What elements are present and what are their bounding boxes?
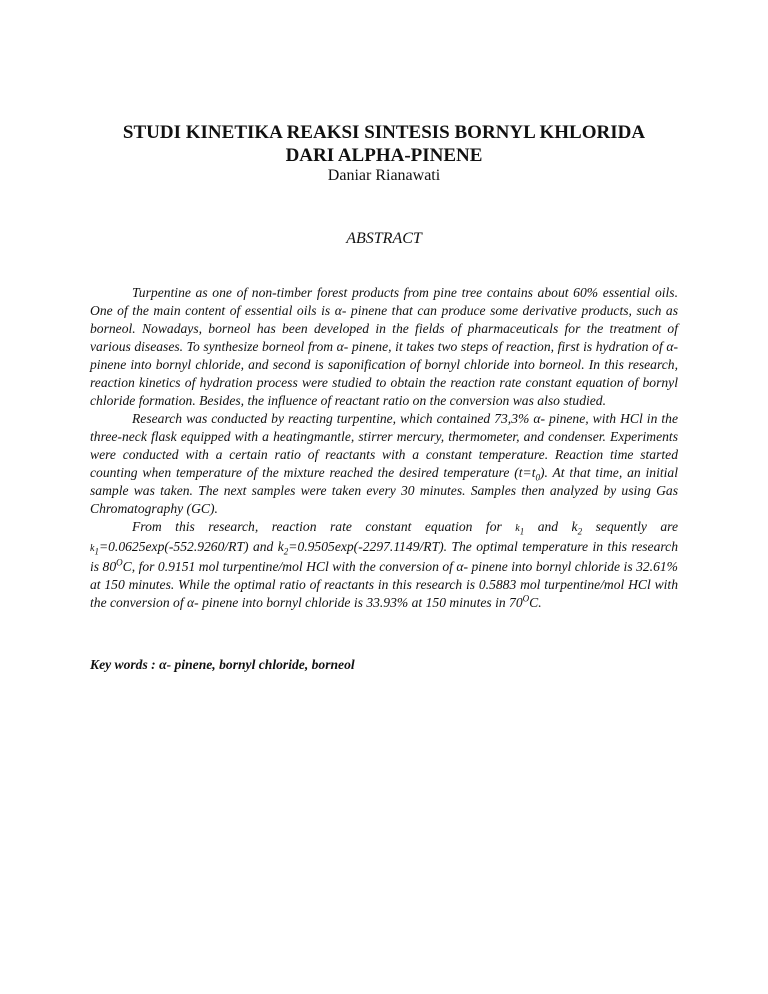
p2-text-b: ). At that time, an initial sample was taken. The next samples were taken every 30 minutes. Samples then analyzed by using Gas Chromatography (GC). (90, 465, 678, 516)
author-name: Daniar Rianawati (327, 167, 441, 184)
abstract-heading: ABSTRACT (346, 230, 422, 247)
p3-text-f: C, for 0.9151 mol turpentine/mol HCl with the conversion of α- pinene into bornyl chloride is 32.61% at 150 minutes. While the optimal ratio of reactants in this research is 0.5883 mol turpentine/mol HCl with the conversion of α- pinene into bornyl chloride is 33.93% at 150 minutes in 70 (90, 559, 678, 610)
p3-text-g: C. (529, 595, 542, 610)
p3-text-e: =0.9505exp(-2297.1149/RT). The optimal temperature in this research is 80 (90, 539, 678, 574)
p3-degree-1: O (116, 557, 123, 568)
p3-k2-subscript-2: 2 (283, 546, 289, 557)
p3-text-b: and k (524, 519, 578, 534)
p2-subscript: 0 (535, 472, 540, 483)
abstract-paragraph-2 (90, 410, 678, 518)
p3-k1-subscript: 1 (519, 526, 525, 537)
title-line-2: DARI ALPHA-PINENE (285, 145, 483, 166)
paper-title (60, 121, 708, 167)
p3-text-d: =0.0625exp(-552.9260/RT) and k (98, 539, 284, 554)
abstract-paragraph-3 (90, 518, 678, 612)
p3-degree-2: O (522, 593, 530, 604)
p3-k2-subscript: 2 (577, 526, 583, 537)
p2-text-a: Research was conducted by reacting turpentine, which contained 73,3% α- pinene, with HCl in the three-neck flask equipped with a heatingmantle, stirrer mercury, thermometer, and condenser. Experiments were conducted with a certain ratio of reactants with a constant temperature. Reaction time started counting when temperature of the mixture reached the desired temperature (t=t (90, 411, 678, 480)
p3-k1-subscript-2: 1 (94, 546, 99, 557)
p3-text-c: sequently are (582, 519, 678, 534)
p3-text-a: From this research, reaction rate constant equation for (132, 519, 516, 534)
p3-k1-symbol: k (515, 523, 520, 534)
keywords: Key words : α- pinene, bornyl chloride, borneol (90, 657, 355, 672)
p3-k1-symbol-2: k (90, 543, 95, 554)
title-line-1: STUDI KINETIKA REAKSI SINTESIS BORNYL KHLORIDA (122, 122, 646, 143)
abstract-paragraph-1: Turpentine as one of non-timber forest products from pine tree contains about 60% essential oils. One of the main content of essential oils is α- pinene that can produce some derivative products, such as borneol. Nowadays, borneol has been developed in the fields of pharmaceuticals for the treatment of various diseases. To synthesize borneol from α- pinene, it takes two steps of reaction, first is hydration of α- pinene into bornyl chloride, and second is saponification of bornyl chloride into borneol. In this research, reaction kinetics of hydration process were studied to obtain the reaction rate constant equation of bornyl chloride formation. Besides, the influence of reactant ratio on the conversion was also studied. (90, 285, 678, 408)
abstract-body (90, 284, 678, 612)
